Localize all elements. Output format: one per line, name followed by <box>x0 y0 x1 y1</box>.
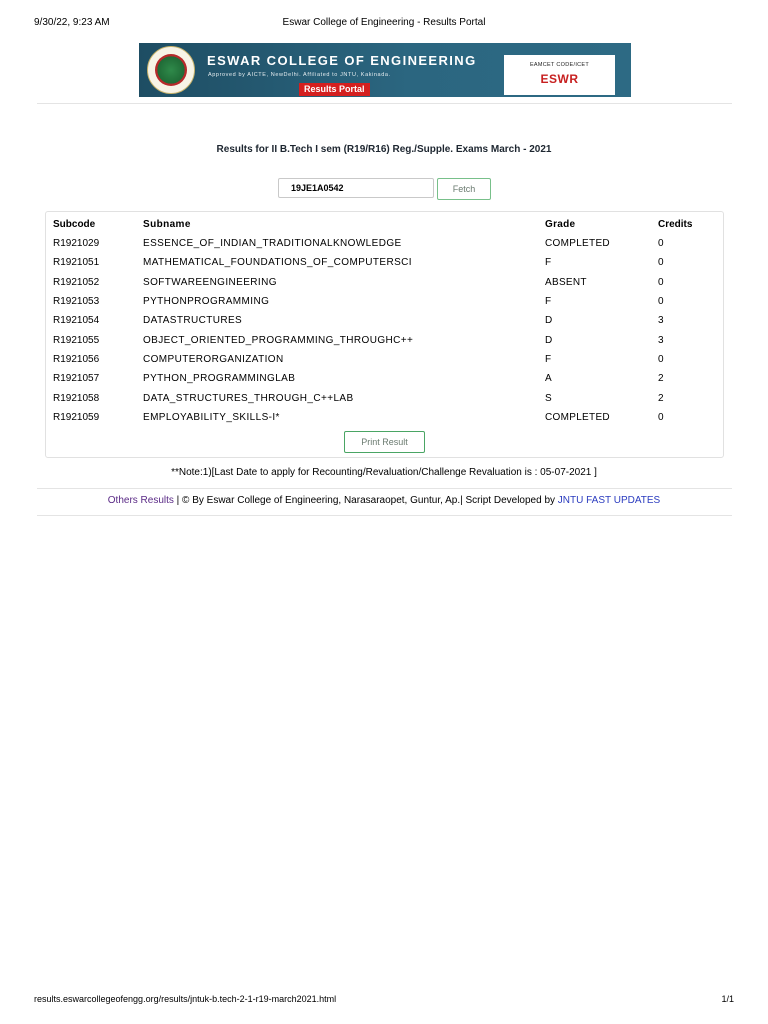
others-results-link[interactable]: Others Results <box>107 495 174 506</box>
eamcet-code-label: EAMCET CODE/ICET <box>529 62 590 68</box>
print-page-number: 1/1 <box>721 994 734 1004</box>
print-date: 9/30/22, 9:23 AM <box>34 17 110 28</box>
cell-subcode: R1921055 <box>53 334 100 346</box>
college-name: ESWAR COLLEGE OF ENGINEERING <box>207 53 477 68</box>
college-approval: Approved by AICTE, NewDelhi. Affiliated to JNTU, Kakinada. <box>208 72 391 78</box>
college-banner <box>139 43 631 97</box>
fetch-button[interactable]: Fetch <box>437 178 491 200</box>
cell-credits: 0 <box>658 276 664 288</box>
cell-subname: DATA_STRUCTURES_THROUGH_C++LAB <box>143 392 354 404</box>
cell-subname: DATASTRUCTURES <box>143 315 243 327</box>
results-portal-label: Results Portal <box>299 83 370 96</box>
cell-subcode: R1921029 <box>53 238 100 250</box>
cell-subname: PYTHON_PROGRAMMINGLAB <box>143 373 296 385</box>
cell-subcode: R1921056 <box>53 353 100 365</box>
table-row <box>46 330 718 349</box>
cell-grade: F <box>545 353 552 365</box>
copyright-text: | © By Eswar College of Engineering, Narasaraopet, Guntur, Ap.| Script Developed by <box>173 495 558 506</box>
cell-grade: D <box>545 315 553 327</box>
table-row <box>46 234 718 253</box>
table-row <box>46 408 718 427</box>
cell-grade: A <box>545 373 552 385</box>
cell-subcode: R1921058 <box>53 392 100 404</box>
divider <box>37 103 732 104</box>
cell-grade: ABSENT <box>545 276 587 288</box>
cell-credits: 2 <box>658 392 664 404</box>
table-row <box>46 273 718 292</box>
results-heading: Results for II B.Tech I sem (R19/R16) Reg./Supple. Exams March - 2021 <box>216 144 552 155</box>
college-emblem-icon <box>147 46 195 94</box>
cell-subname: SOFTWAREENGINEERING <box>143 276 277 288</box>
header-credits: Credits <box>658 218 693 230</box>
cell-subname: ESSENCE_OF_INDIAN_TRADITIONALKNOWLEDGE <box>143 238 402 250</box>
cell-subname: COMPUTERORGANIZATION <box>143 353 284 365</box>
cell-subcode: R1921059 <box>53 411 100 423</box>
cell-subcode: R1921052 <box>53 276 100 288</box>
cell-credits: 0 <box>658 238 664 250</box>
cell-grade: S <box>545 392 552 404</box>
divider <box>37 488 732 489</box>
print-result-button[interactable]: Print Result <box>344 431 425 453</box>
site-footer <box>0 495 768 506</box>
table-row <box>46 369 718 388</box>
results-table <box>46 212 718 427</box>
header-subname: Subname <box>143 218 191 230</box>
revaluation-note: **Note:1)[Last Date to apply for Recounting/Revaluation/Challenge Revaluation is : 05-07-2021 ] <box>171 467 597 478</box>
table-row <box>46 292 718 311</box>
cell-subname: OBJECT_ORIENTED_PROGRAMMING_THROUGHC++ <box>143 334 414 346</box>
cell-grade: F <box>545 296 552 308</box>
table-row <box>46 388 718 407</box>
cell-credits: 0 <box>658 257 664 269</box>
table-header-row <box>46 212 718 234</box>
cell-credits: 3 <box>658 334 664 346</box>
results-card <box>45 211 724 458</box>
table-row <box>46 253 718 272</box>
divider <box>37 515 732 516</box>
cell-grade: F <box>545 257 552 269</box>
cell-grade: COMPLETED <box>545 238 610 250</box>
print-url: results.eswarcollegeofengg.org/results/jntuk-b.tech-2-1-r19-march2021.html <box>34 994 337 1004</box>
hall-ticket-input[interactable] <box>278 178 434 198</box>
print-page-title: Eswar College of Engineering - Results Portal <box>282 17 486 28</box>
eamcet-code-value: ESWR <box>540 72 579 86</box>
table-row <box>46 311 718 330</box>
eamcet-code-box <box>504 55 615 95</box>
cell-grade: COMPLETED <box>545 411 610 423</box>
cell-subcode: R1921053 <box>53 296 100 308</box>
cell-subname: PYTHONPROGRAMMING <box>143 296 270 308</box>
cell-credits: 3 <box>658 315 664 327</box>
header-subcode: Subcode <box>53 218 96 230</box>
cell-subname: MATHEMATICAL_FOUNDATIONS_OF_COMPUTERSCI <box>143 257 412 269</box>
cell-subcode: R1921054 <box>53 315 100 327</box>
cell-subcode: R1921051 <box>53 257 100 269</box>
cell-credits: 2 <box>658 373 664 385</box>
developer-link[interactable]: JNTU FAST UPDATES <box>557 495 661 506</box>
cell-subcode: R1921057 <box>53 373 100 385</box>
cell-credits: 0 <box>658 353 664 365</box>
cell-credits: 0 <box>658 411 664 423</box>
header-grade: Grade <box>545 218 576 230</box>
cell-grade: D <box>545 334 553 346</box>
table-row <box>46 350 718 369</box>
cell-subname: EMPLOYABILITY_SKILLS-I* <box>143 411 280 423</box>
cell-credits: 0 <box>658 296 664 308</box>
